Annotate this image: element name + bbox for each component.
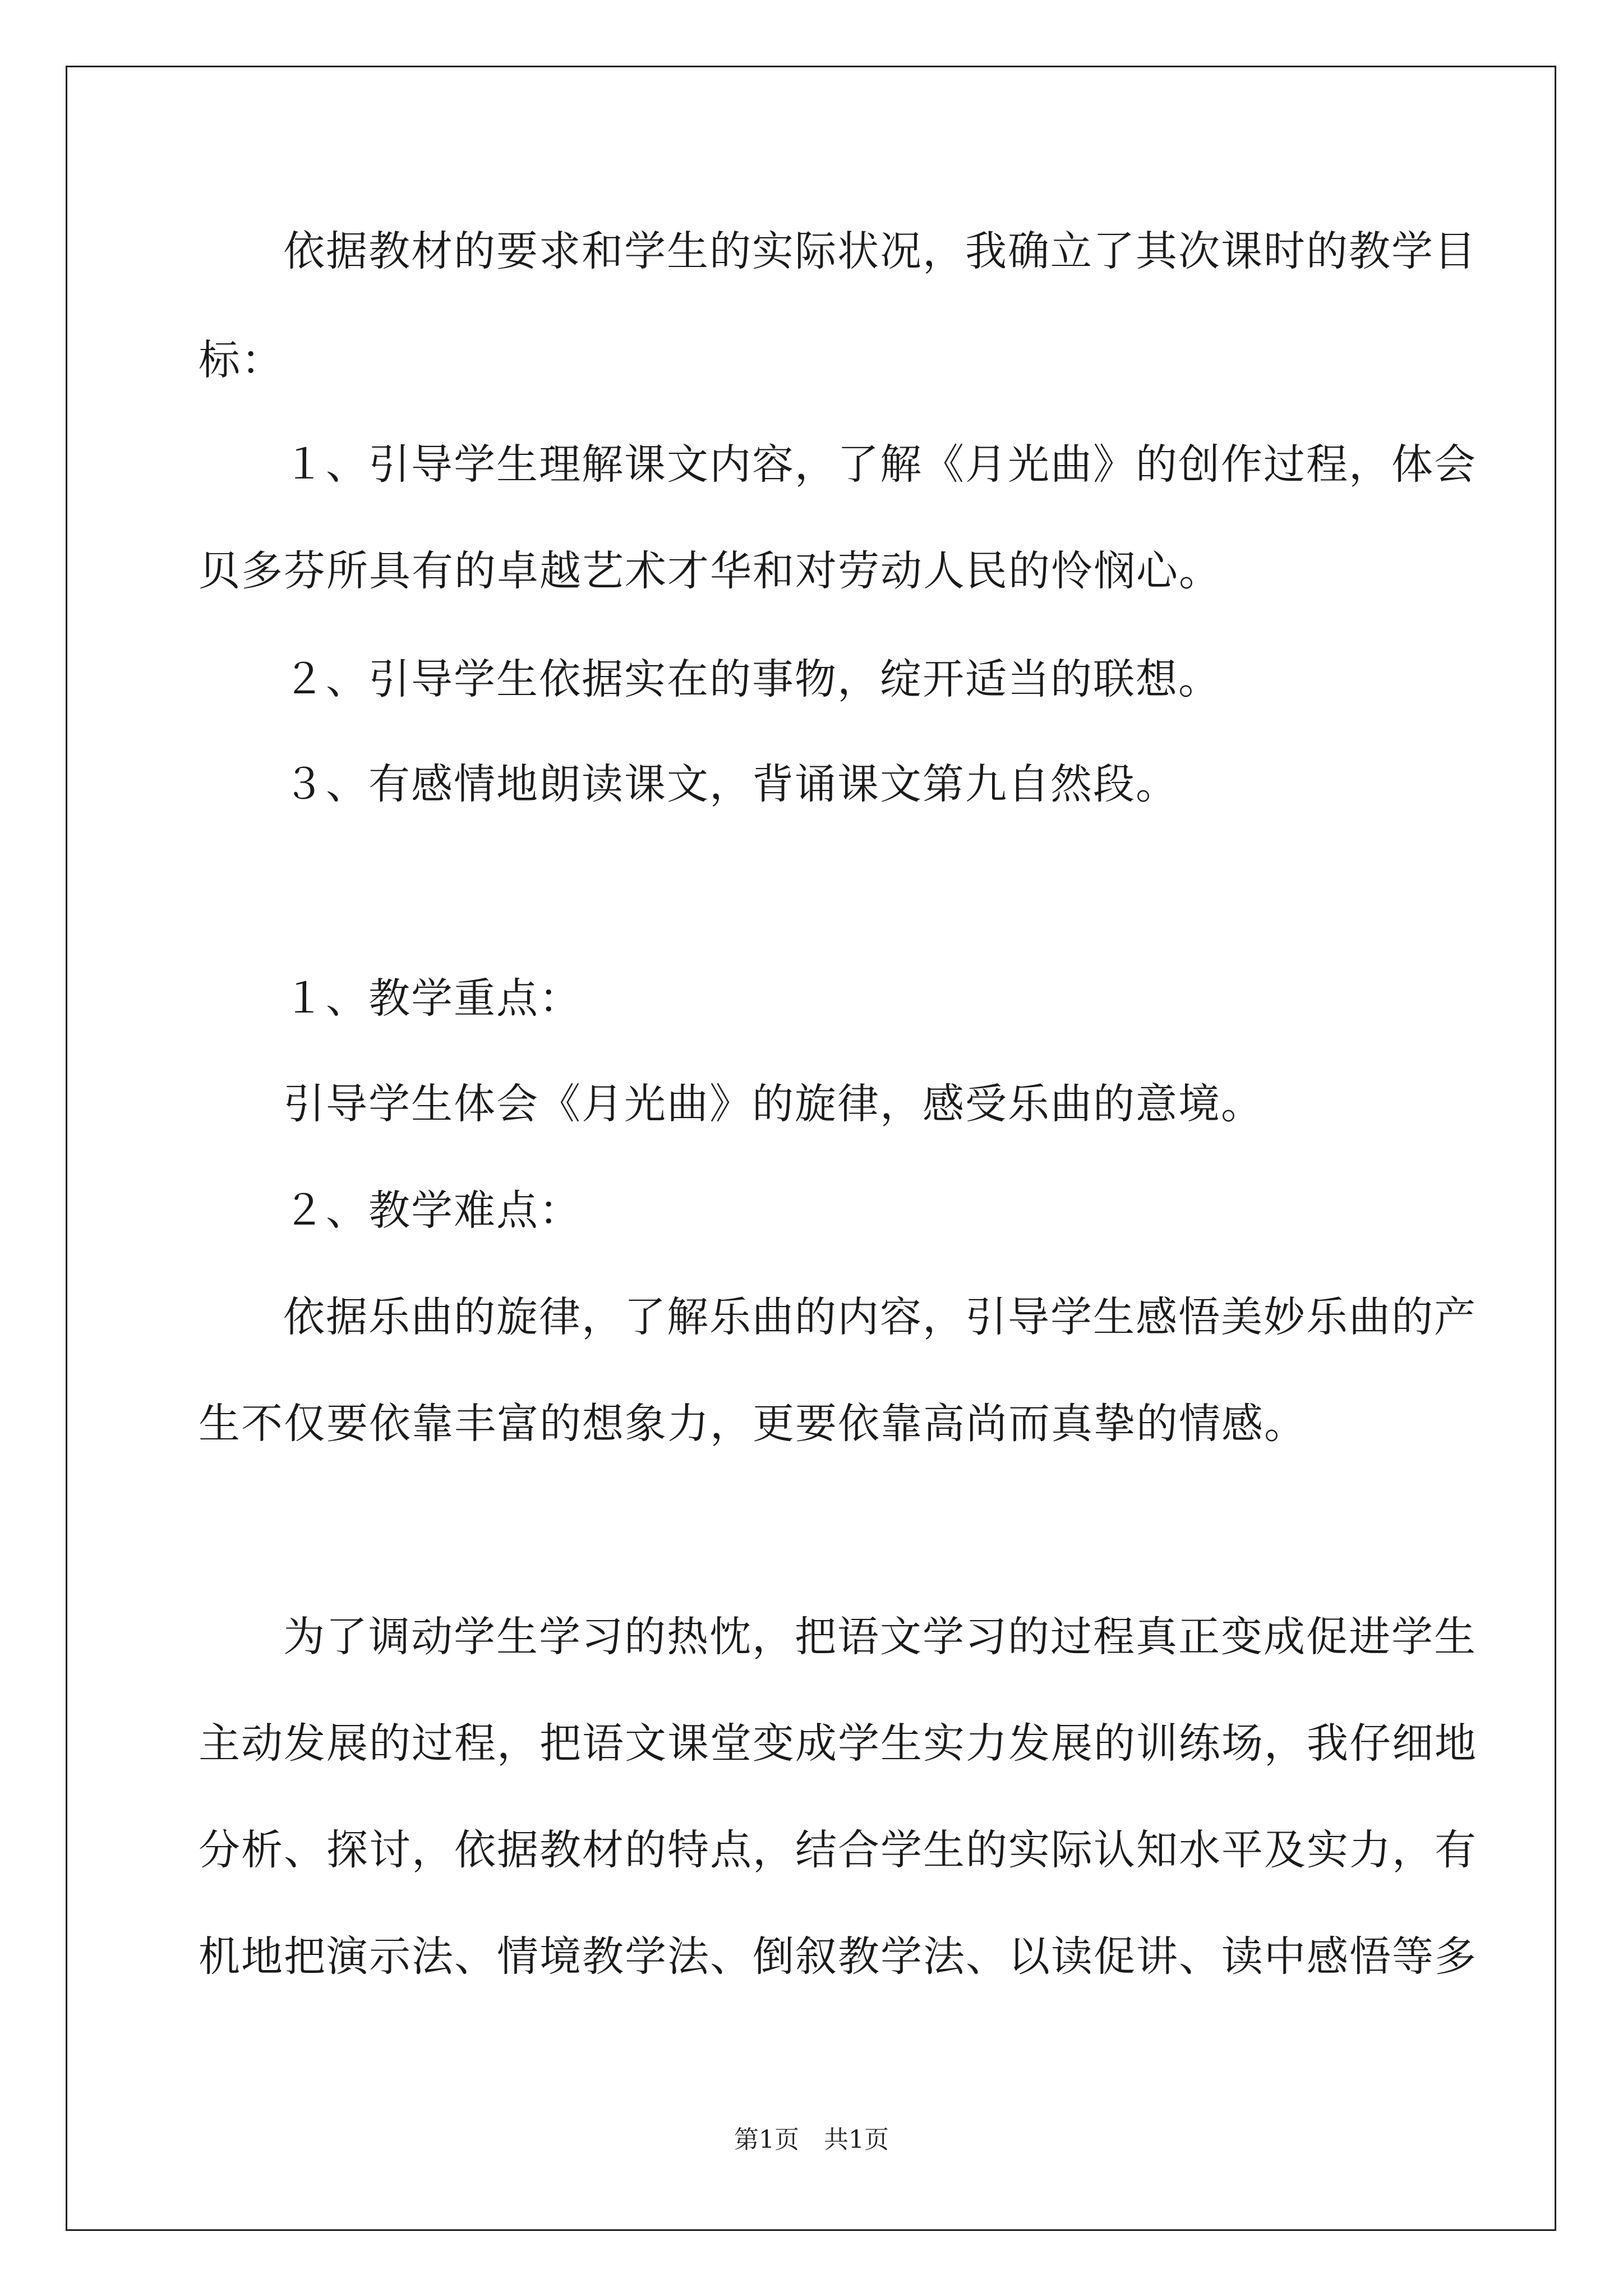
method-paragraph-line-1: 为了调动学生学习的热忱，把语文学习的过程真正变成促进学生 [283, 1613, 1477, 1661]
method-paragraph-line-2: 主动发展的过程，把语文课堂变成学生实力发展的训练场，我仔细地 [199, 1719, 1477, 1768]
objective-3: ３、有感情地朗读课文，背诵课文第九自然段。 [283, 760, 1178, 808]
key-point-text: 引导学生体会《月光曲》的旋律，感受乐曲的意境。 [283, 1080, 1264, 1128]
objective-1-line-2: 贝多芬所具有的卓越艺术才华和对劳动人民的怜悯心。 [199, 547, 1221, 595]
difficulty-text-line-2: 生不仅要依靠丰富的想象力，更要依靠高尚而真挚的情感。 [199, 1400, 1307, 1448]
method-paragraph-line-4: 机地把演示法、情境教学法、倒叙教学法、以读促讲、读中感悟等多 [199, 1932, 1477, 1981]
page-number-footer: 第1页 共1页 [734, 2125, 889, 2154]
method-paragraph-line-3: 分析、探讨，依据教材的特点，结合学生的实际认知水平及实力，有 [199, 1826, 1477, 1874]
objective-2: ２、引导学生依据实在的事物，绽开适当的联想。 [283, 655, 1221, 703]
paragraph-1-line-2: 标： [199, 336, 284, 384]
paragraph-1-line-1: 依据教材的要求和学生的实际状况，我确立了其次课时的教学目 [283, 227, 1477, 275]
page-border [66, 66, 1556, 2231]
objective-1-line-1: １、引导学生理解课文内容，了解《月光曲》的创作过程，体会 [283, 440, 1477, 489]
difficulty-text-line-1: 依据乐曲的旋律，了解乐曲的内容，引导学生感悟美妙乐曲的产 [283, 1293, 1477, 1341]
difficulty-heading: ２、教学难点： [283, 1186, 582, 1235]
key-point-heading: １、教学重点： [283, 974, 582, 1023]
